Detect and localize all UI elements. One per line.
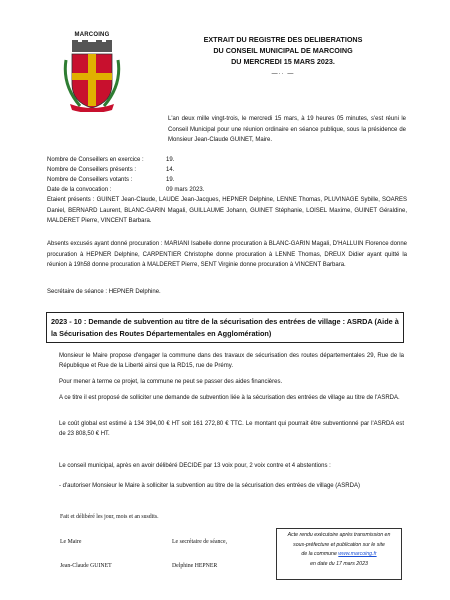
count-value: 19. bbox=[166, 157, 175, 163]
count-row bbox=[47, 155, 204, 165]
count-value: 19. bbox=[166, 177, 175, 183]
count-label: Date de la convocation : bbox=[47, 187, 112, 193]
publication-notice bbox=[276, 528, 402, 580]
body-paragraph-3: A ce titre il est proposé de solliciter une demande de subvention liée à la sécurisation des entrées de village au titre de l'ASRDA. bbox=[59, 395, 400, 401]
deliberation-title: 2023 - 10 : Demande de subvention au titre de la sécurisation des entrées de village : ASRDA (Aide à la Sécurisation des Routes Départementales en Agglomération) bbox=[46, 312, 404, 343]
document-header bbox=[168, 34, 398, 81]
intro-paragraph: L'an deux mille vingt-trois, le mercredi 15 mars, à 19 heures 05 minutes, s'est réuni le Conseil Municipal pour une réunion ordinaire en séance publique, sous la présidence de Monsieur Jean-Claude GUINET, Maire. bbox=[168, 116, 406, 143]
notice-line-4: en date du 17 mars 2023 bbox=[310, 560, 368, 567]
header-line-3: DU MERCREDI 15 MARS 2023. bbox=[231, 57, 335, 66]
count-row bbox=[47, 185, 204, 195]
count-row bbox=[47, 165, 204, 175]
notice-line-1: Acte rendu exécutoire après transmission en bbox=[287, 532, 391, 538]
body-paragraph-1: Monsieur le Maire propose d'engager la commune dans des travaux de sécurisation des routes départementales 29, Rue de la République et Rue de la Liberté ainsi que la RD15, rue de Prémy. bbox=[59, 353, 404, 369]
count-label: Nombre de Conseillers en exercice : bbox=[47, 157, 144, 163]
town-crest-logo bbox=[62, 40, 122, 112]
count-row bbox=[47, 175, 204, 185]
session-secretary: Secrétaire de séance : HEPNER Delphine. bbox=[47, 289, 161, 295]
count-value: 09 mars 2023. bbox=[166, 187, 205, 193]
closing-statement: Fait et délibéré les jour, mois et an susdits. bbox=[60, 514, 159, 520]
secretary-title: Le secrétaire de séance, bbox=[172, 539, 228, 545]
count-label: Nombre de Conseillers présents : bbox=[47, 167, 137, 173]
notice-line-2: sous-préfecture et publication sur le site bbox=[293, 541, 385, 548]
attendance-counts bbox=[47, 155, 204, 195]
website-link[interactable]: www.marcoing.fr bbox=[338, 551, 377, 558]
secretary-name: Delphine HEPNER bbox=[172, 563, 218, 569]
decision-paragraph: Le conseil municipal, après en avoir délibéré DECIDE par 13 voix pour, 2 voix contre et 4 abstentions : bbox=[59, 463, 331, 469]
decision-item: - d'autoriser Monsieur le Maire à solliciter la subvention au titre de la sécurisation des entrées de village (ASRDA) bbox=[59, 483, 360, 489]
header-line-2: DU CONSEIL MUNICIPAL DE MARCOING bbox=[213, 46, 353, 55]
notice-line-3-prefix: de la commune bbox=[301, 551, 337, 558]
mayor-name: Jean-Claude GUINET bbox=[60, 563, 112, 569]
mayor-title: Le Maire bbox=[60, 539, 82, 545]
crest-town-name: MARCOING bbox=[74, 32, 110, 38]
notice-line-3 bbox=[277, 550, 401, 560]
header-line-1: EXTRAIT DU REGISTRE DES DELIBERATIONS bbox=[203, 35, 363, 44]
header-separator: —·· — bbox=[271, 71, 295, 77]
count-value: 14. bbox=[166, 167, 175, 173]
body-paragraph-2: Pour mener à terme ce projet, la commune ne peut se passer des aides financières. bbox=[59, 379, 283, 385]
count-label: Nombre de Conseillers votants : bbox=[47, 177, 133, 183]
body-paragraph-4: Le coût global est estimé à 134 394,00 € HT soit 161 272,80 € TTC. Le montant qui pourrait être subventionné par l'ASRDA est de 23 808,50 € HT. bbox=[59, 421, 404, 437]
present-members: Etaient présents : GUINET Jean-Claude, LAUDE Jean-Jacques, HEPNER Delphine, LENNE Thomas, PLUVINAGE Sybille, SOARES Daniel, BERNARD Laurent, BLANC-GARIN Magali, GUILLAUME Johann, GUINET Stéphanie, LOISEL Maxime, GUINET Géraldine, MALDERET Pierre, VINCENT Barbara. bbox=[47, 197, 407, 224]
absent-members: Absents excusés ayant donné procuration : MARIANI Isabelle donne procuration à BLANC-GARIN Magali, D'HALLUIN Florence donne procuration à HEPNER Delphine, CARPENTIER Christophe donne procuration à LENNE Thomas, DREUX Didier ayant quitté la réunion à 19h58 donne procuration à MALDERET Pierre, SENT Virginie donne procuration à VINCENT Barbara. bbox=[47, 241, 407, 268]
